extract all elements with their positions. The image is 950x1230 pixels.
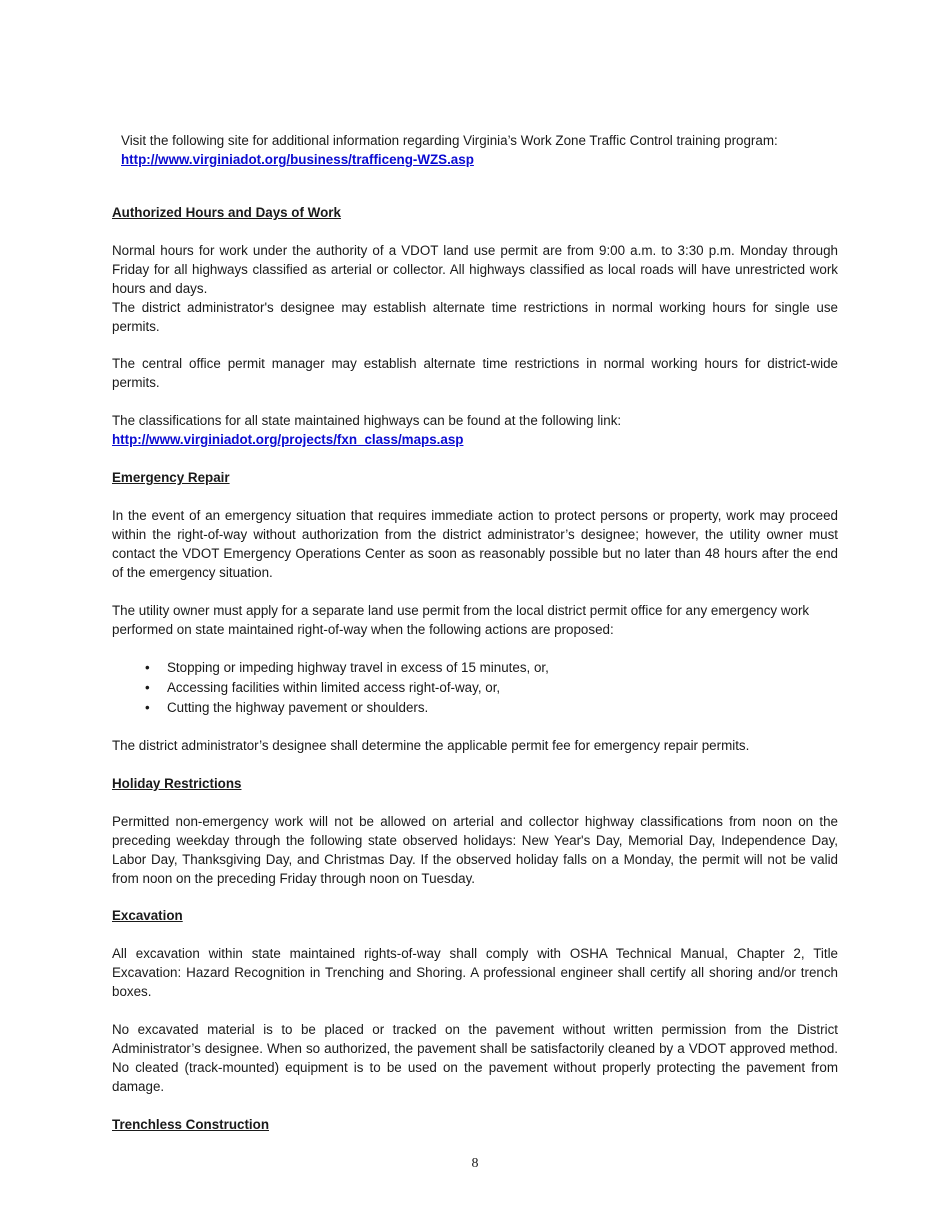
- section-heading-emergency: Emergency Repair: [112, 470, 230, 485]
- holiday-paragraph-1: Permitted non-emergency work will not be allowed on arterial and collector highway classifications from noon on the preceding weekday through the following state observed holidays: New Year's Day, Memorial Day, Independence Day, Labor Day, Thanksgiving Day, and Christmas Day. If the observed holiday falls on a Monday, the permit will not be valid from noon on the preceding Friday through noon on Tuesday.: [112, 814, 838, 886]
- intro-paragraph: [121, 131, 841, 169]
- hours-paragraph-1: Normal hours for work under the authority of a VDOT land use permit are from 9:00 a.m. to 3:30 p.m. Monday through Friday for all highways classified as arterial or collector. All highways classified as local roads will have unrestricted work hours and days.: [112, 243, 838, 296]
- emergency-paragraph-2: The utility owner must apply for a separate land use permit from the local district permit office for any emergency work performed on state maintained right-of-way when the following actions are proposed:: [112, 603, 810, 637]
- emergency-paragraph-3: The district administrator’s designee shall determine the applicable permit fee for emergency repair permits.: [112, 738, 750, 753]
- excavation-paragraph-2: No excavated material is to be placed or tracked on the pavement without written permission from the District Administrator’s designee. When so authorized, the pavement shall be satisfactorily cleaned by a VDOT approved method. No cleated (track-mounted) equipment is to be used on the pavement without properly protecting the pavement from damage.: [112, 1022, 838, 1094]
- page-number: 8: [471, 1156, 479, 1171]
- wzs-training-link[interactable]: http://www.virginiadot.org/business/trafficeng-WZS.asp: [121, 152, 474, 167]
- list-item: [112, 678, 838, 698]
- fxn-class-maps-link[interactable]: http://www.virginiadot.org/projects/fxn_class/maps.asp: [112, 432, 464, 447]
- bullet-icon: •: [145, 700, 150, 715]
- bullet-icon: •: [145, 660, 150, 675]
- section-heading-excavation: Excavation: [112, 908, 183, 923]
- section-heading-hours: Authorized Hours and Days of Work: [112, 205, 341, 220]
- excavation-paragraph-1: All excavation within state maintained rights-of-way shall comply with OSHA Technical Manual, Chapter 2, Title Excavation: Hazard Recognition in Trenching and Shoring. A professional engineer shall certify all shoring and/or trench boxes.: [112, 946, 838, 999]
- hours-paragraph-3: The central office permit manager may establish alternate time restrictions in normal working hours for district-wide permits.: [112, 356, 838, 390]
- intro-text: Visit the following site for additional information regarding Virginia’s Work Zone Traffic Control training program:: [121, 133, 778, 148]
- hours-paragraph-4: [112, 411, 838, 449]
- bullet-icon: •: [145, 680, 150, 695]
- bullet-text: Stopping or impeding highway travel in excess of 15 minutes, or,: [167, 660, 549, 675]
- classification-text: The classifications for all state maintained highways can be found at the following link:: [112, 413, 622, 428]
- list-item: [112, 698, 838, 718]
- section-heading-holiday: Holiday Restrictions: [112, 776, 242, 791]
- bullet-text: Cutting the highway pavement or shoulders.: [167, 700, 429, 715]
- emergency-paragraph-1: In the event of an emergency situation that requires immediate action to protect persons or property, work may proceed within the right-of-way without authorization from the district administrator’s designee; however, the utility owner must contact the VDOT Emergency Operations Center as soon as reasonably possible but no later than 48 hours after the end of the emergency situation.: [112, 508, 838, 580]
- list-item: [112, 658, 838, 678]
- bullet-text: Accessing facilities within limited access right-of-way, or,: [167, 680, 501, 695]
- emergency-bullet-list: [112, 658, 838, 718]
- section-heading-trenchless: Trenchless Construction: [112, 1117, 269, 1132]
- hours-paragraph-2: The district administrator's designee may establish alternate time restrictions in normal working hours for single use permits.: [112, 300, 838, 334]
